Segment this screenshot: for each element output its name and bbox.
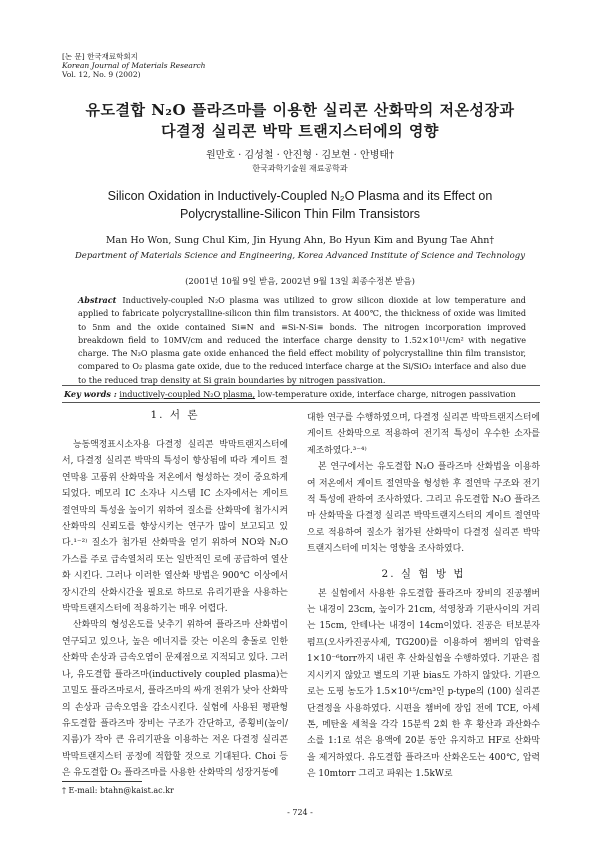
paragraph: 본 연구에서는 유도결합 N₂O 플라즈마 산화법을 이용하여 저온에서 게이트 절연막을 형성한 후 절연막 구조와 전기적 특성에 관하여 조사하였다. 그리고 유도결합 N₂O 플라즈마 산화막을 다결정 실리콘 박막트랜지스터의 게이트 절연막으로 적용하여 질소가 첨가된 산화막이 다결정 실리콘 박막트랜지스터에 미치는 영향을 조사하였다. <box>307 462 540 555</box>
section-2-heading: 2. 실 험 방 법 <box>381 567 466 580</box>
footnote-rule <box>62 781 142 782</box>
journal-name-ko: [논 문] 한국재료학회지 <box>62 52 138 61</box>
abstract-text: Inductively-coupled N₂O plasma was utilized to grow silicon dioxide at low temperature and applied to fabricate polycrystalline-silicon thin film transistors. At 400℃, the thickness of oxide was limited to 5nm and the oxide contained Si≡N and ≡Si-N-Si≡ bonds. The nitrogen incorporation improved breakdown field to 10MV/cm and reduced the interface charge density to 1.52×10¹¹/cm² with negative charge. The N₂O plasma gate oxide enhanced the field effect mobility of polycrystalline thin film transistor, compared to O₂ plasma gate oxide, due to the reduced interface charge at the Si/SiO₂ interface and also due to the reduced trap density at Si grain boundaries by nitrogen passivation. <box>78 295 526 385</box>
affiliation-korean: 한국과학기술원 재료공학과 <box>252 164 348 173</box>
footnote-email: † E-mail: btahn@kaist.ac.kr <box>62 786 174 795</box>
abstract-label: Abstract <box>78 295 117 305</box>
received-dates: (2001년 10월 9일 받음, 2002년 9월 13일 최종수정본 받음) <box>185 277 415 287</box>
keywords-top-rule <box>62 385 540 386</box>
keywords <box>64 389 540 399</box>
section-1-heading: 1. 서 론 <box>150 409 200 421</box>
right-column <box>307 410 540 783</box>
journal-name-en: Korean Journal of Materials Research <box>62 61 206 70</box>
title-english <box>60 187 540 223</box>
paragraph: 본 실험에서 사용한 유도결합 플라즈마 장비의 진공챔버는 내경이 23cm, 높이가 21cm, 석영창과 기판사이의 거리는 15cm, 안테나는 내경이 14cm이었다. 진공은 터보분자펌프(오사카진공사제, TG200)를 이용하여 챔버의 압력을 1×10⁻⁶torr까지 내린 후 산화실험을 수행하였다. 기판은 접지시키지 않았고 별도의 기판 bias도 가하지 않았다. 기판으로는 도핑 농도가 1.5×10¹⁵/cm³인 p-type의 (100) 실리콘 단결정을 사용하였다. 시편을 챔버에 장입 전에 TCE, 아세톤, 메탄올 세척을 각각 15분씩 2회 한 후 황산과 과산화수소를 1:1로 섞은 용액에 20분 동안 유지하고 HF로 산화막을 제거하였다. 유도결합 플라즈마 산화온도는 400℃, 압력은 10mtorr 그리고 파워는 1.5kW로 <box>307 588 540 780</box>
journal-volume: Vol. 12, No. 9 (2002) <box>62 70 141 79</box>
title-english-line: Silicon Oxidation in Inductively-Coupled N₂O Plasma and its Effect on <box>107 189 493 203</box>
title-korean-line: 다결정 실리콘 박막 트랜지스터에의 영향 <box>161 122 439 140</box>
title-korean <box>60 100 540 142</box>
authors-english: Man Ho Won, Sung Chul Kim, Jin Hyung Ahn, Bo Hyun Kim and Byung Tae Ahn† <box>105 235 495 246</box>
left-column <box>62 437 288 782</box>
journal-header <box>62 52 205 79</box>
paragraph: 산화막의 형성온도를 낮추기 위하여 플라즈마 산화법이 연구되고 있으나, 높은 에너지를 갖는 이온의 충돌로 인한 산화막 손상과 금속오염이 문제점으로 지적되고 있다. 그러나, 유도결합 플라즈마(inductively coupled plasma)는 고밀도 플라즈마로서, 플라즈마의 싸개 전위가 낮아 산화막의 손상과 금속오염을 감소시킨다. 실험에 사용된 평판형 유도결합 플라즈마 장비는 구조가 간단하고, 종횡비(높이/지름)가 작아 큰 유리기판을 이용하는 저온 다결정 실리콘 박막트랜지스터 공정에 적합할 것으로 기대된다. Choi 등은 유도결합 O₂ 플라즈마를 사용한 산화막의 성장거동에 <box>62 620 288 779</box>
paragraph-continued: 대한 연구를 수행하였으며, 다결정 실리콘 박막트랜지스터에 게이트 산화막으로 적용하여 전기적 특성이 우수한 소자를 제조하였다.³⁻⁴⁾ <box>307 413 540 456</box>
authors-korean: 원만호 · 김성철 · 안진형 · 김보현 · 안병태† <box>205 150 395 161</box>
abstract <box>78 294 526 387</box>
paragraph: 능동액정표시소자용 다결정 실리콘 박막트랜지스터에서, 다결정 실리콘 박막의 특성이 향상됨에 따라 게이트 절연막용 고품위 산화막을 저온에서 형성하는 것이 중요하게 되었다. 메모리 IC 소자나 시스템 IC 소자에서는 게이트 절연막의 특성을 높이기 위하여 질소를 산화막에 첨가시켜 산화막의 신뢰도를 향상시키는 연구가 많이 보고되고 있다.¹⁻²⁾ 질소가 첨가된 산화막을 얻기 위하여 NO와 N₂O 가스를 주로 급속열처리 또는 일반적인 로에 공급하여 열산화 시킨다. 그러나 이러한 열산화 방법은 900℃ 이상에서 장시간의 산화시간을 필요로 하므로 유리기판을 사용하는 박막트랜지스터에 적용하기는 매우 어렵다. <box>62 440 288 615</box>
title-english-line: Polycrystalline-Silicon Thin Film Transistors <box>179 207 421 221</box>
page-number: - 724 - <box>287 808 313 817</box>
keywords-underlined: inductively-coupled N₂O plasma, <box>119 389 256 399</box>
keywords-label: Key words : <box>64 389 117 399</box>
keywords-rest: low-temperature oxide, interface charge, nitrogen passivation <box>255 389 516 399</box>
affiliation-english: Department of Materials Science and Engineering, Korea Advanced Institute of Science and Technology <box>74 251 525 261</box>
title-korean-line: 유도결합 N₂O 플라즈마를 이용한 실리콘 산화막의 저온성장과 <box>85 101 515 119</box>
